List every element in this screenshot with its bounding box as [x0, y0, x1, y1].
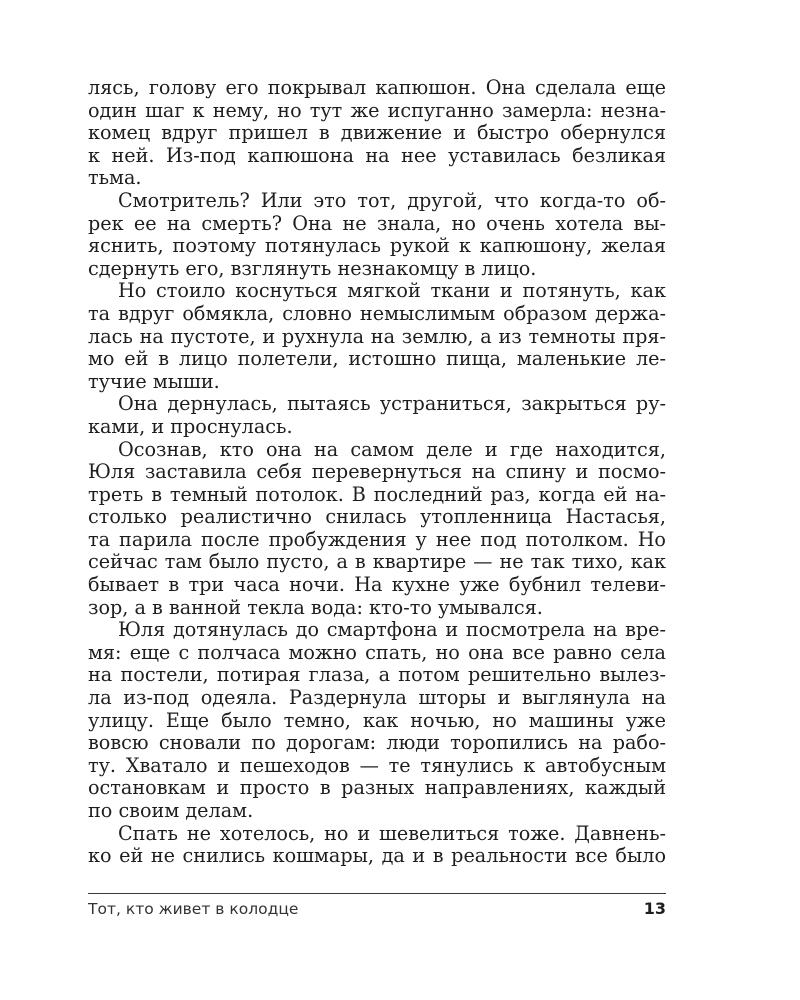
text-line: бывает в три часа ночи. На кухне уже бубнил телеви-: [88, 573, 666, 597]
text-line: ла из-под одеяла. Раздернула шторы и выглянула на: [88, 686, 666, 710]
text-line: на постели, потирая глаза, а потом решительно вылез-: [88, 663, 666, 687]
text-line: Осознав, кто она на самом деле и где находится,: [118, 437, 666, 461]
text-line: вовсю сновали по дорогам: люди торопились на рабо-: [88, 731, 666, 755]
text-line: тьма.: [88, 166, 142, 190]
text-line: лась на пустоте, и рухнула на землю, а из темноты пря-: [88, 324, 666, 348]
text-line: Смотритель? Или это тот, другой, что когда-то об-: [118, 188, 666, 212]
text-line: рек ее на смерть? Она не знала, но очень хотела вы-: [88, 211, 666, 235]
text-line: сдернуть его, взглянуть незнакомцу в лицо.: [88, 256, 537, 280]
text-line: яснить, поэтому потянулась рукой к капюшону, желая: [88, 234, 666, 258]
text-line: к ней. Из-под капюшона на нее уставилась безликая: [88, 143, 666, 167]
body-text: [88, 77, 666, 868]
text-line: мо ей в лицо полетели, истошно пища, маленькие ле-: [88, 347, 666, 371]
footer-divider: [88, 893, 666, 894]
text-line: зор, а в ванной текла вода: кто-то умывался.: [88, 595, 543, 619]
text-line: остановкам и просто в разных направлениях, каждый: [88, 776, 666, 800]
text-line: ками, и проснулась.: [88, 414, 293, 438]
running-title: Тот, кто живет в колодце: [88, 900, 299, 918]
text-line: та вдруг обмякла, словно немыслимым образом держа-: [88, 301, 666, 325]
text-line: та парила после пробуждения у нее под потолком. Но: [88, 527, 666, 551]
text-line: Она дернулась, пытаясь устраниться, закрыться ру-: [118, 392, 666, 416]
text-line: треть в темный потолок. В последний раз, когда ей на-: [88, 482, 666, 506]
text-line: сейчас там было пусто, а в квартире — не так тихо, как: [88, 550, 666, 574]
text-line: ту. Хватало и пешеходов — те тянулись к автобусным: [88, 753, 666, 777]
text-line: по своим делам.: [88, 799, 254, 822]
text-line: мя: еще с полчаса можно спать, но она все равно села: [88, 640, 666, 664]
text-line: Но стоило коснуться мягкой ткани и потянуть, как: [118, 279, 666, 303]
text-line: один шаг к нему, но тут же испуганно замерла: незна-: [88, 98, 666, 122]
page-number: 13: [643, 899, 666, 918]
text-line: столько реалистично снилась утопленница Настасья,: [88, 505, 666, 529]
text-line: Юля заставила себя перевернуться на спину и посмо-: [88, 460, 666, 484]
text-line: комец вдруг пришел в движение и быстро обернулся: [88, 121, 666, 145]
text-line: ко ей не снились кошмары, да и в реальности все было: [88, 844, 666, 868]
text-line: тучие мыши.: [88, 369, 220, 393]
text-line: Спать не хотелось, но и шевелиться тоже. Давнень-: [118, 821, 666, 845]
text-line: улицу. Еще было темно, как ночью, но машины уже: [88, 708, 666, 732]
text-line: Юля дотянулась до смартфона и посмотрела на вре-: [118, 618, 666, 642]
text-line: лясь, голову его покрывал капюшон. Она сделала еще: [88, 76, 666, 99]
